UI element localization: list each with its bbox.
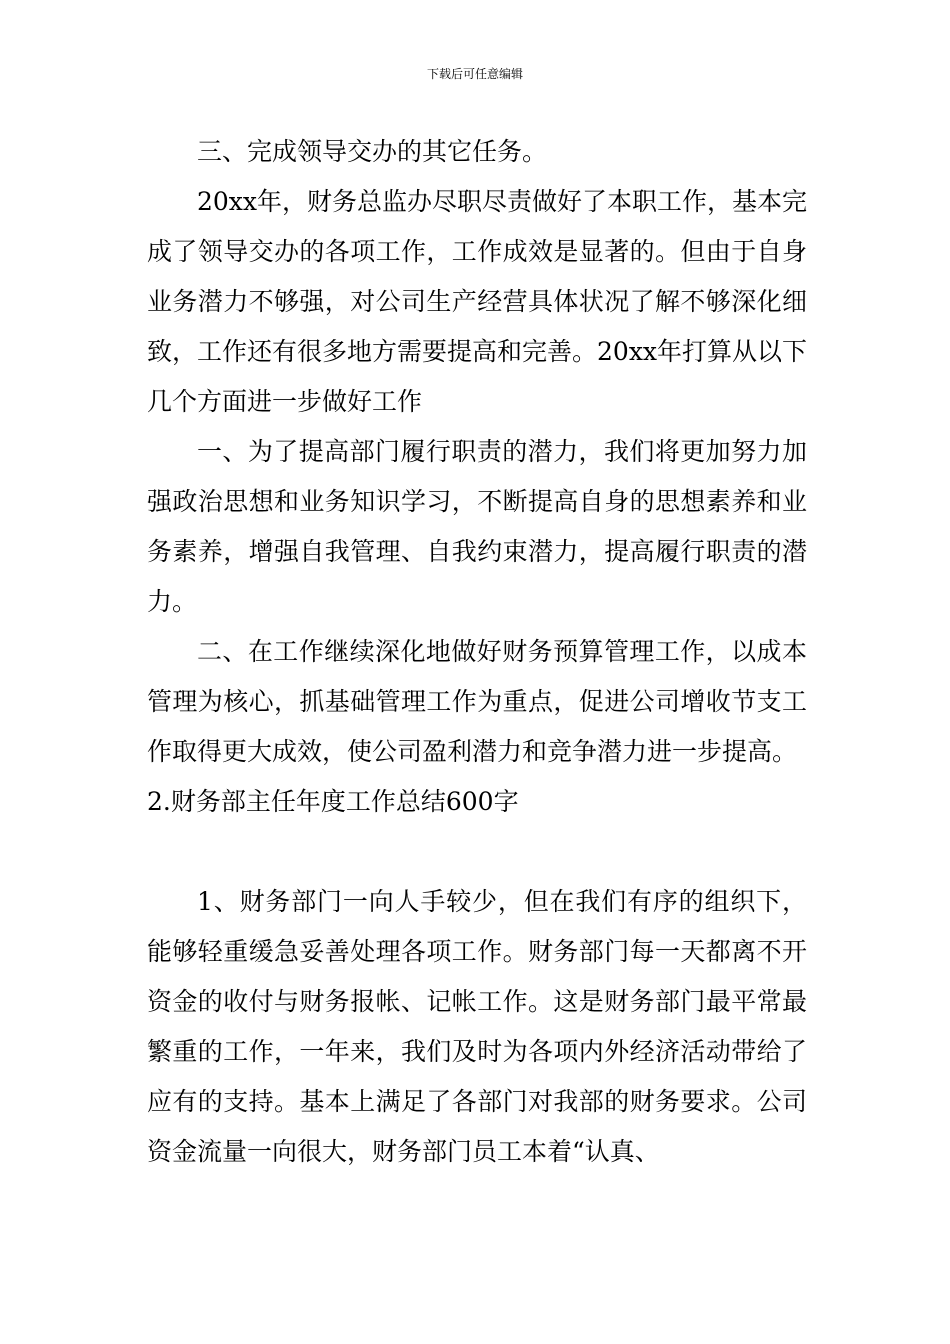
spacer bbox=[147, 827, 807, 877]
paragraph: 1、财务部门一向人手较少，但在我们有序的组织下，能够轻重缓急妥善处理各项工作。财务部门每一天都离不开资金的收付与财务报帐、记帐工作。这是财务部门最平常最繁重的工作，一年来，我们及时为各项内外经济活动带给了应有的支持。基本上满足了各部门对我部的财务要求。公司资金流量一向很大，财务部门员工本着“认真、 bbox=[147, 887, 807, 1166]
section-heading: 2.财务部主任年度工作总结600字 bbox=[147, 787, 519, 816]
document-body bbox=[147, 127, 807, 1177]
page-header: 下载后可任意编辑 bbox=[426, 67, 523, 81]
paragraph: 一、为了提高部门履行职责的潜力，我们将更加努力加强政治思想和业务知识学习，不断提高自身的思想素养和业务素养，增强自我管理、自我约束潜力，提高履行职责的潜力。 bbox=[147, 437, 807, 616]
paragraph: 二、在工作继续深化地做好财务预算管理工作，以成本管理为核心，抓基础管理工作为重点，促进公司增收节支工作取得更大成效，使公司盈利潜力和竞争潜力进一步提高。 bbox=[147, 637, 807, 766]
paragraph: 三、完成领导交办的其它任务。 bbox=[197, 137, 548, 166]
paragraph: 20xx年，财务总监办尽职尽责做好了本职工作，基本完成了领导交办的各项工作，工作成效是显著的。但由于自身业务潜力不够强，对公司生产经营具体状况了解不够深化细致，工作还有很多地方需要提高和完善。20xx年打算从以下几个方面进一步做好工作 bbox=[147, 187, 808, 416]
